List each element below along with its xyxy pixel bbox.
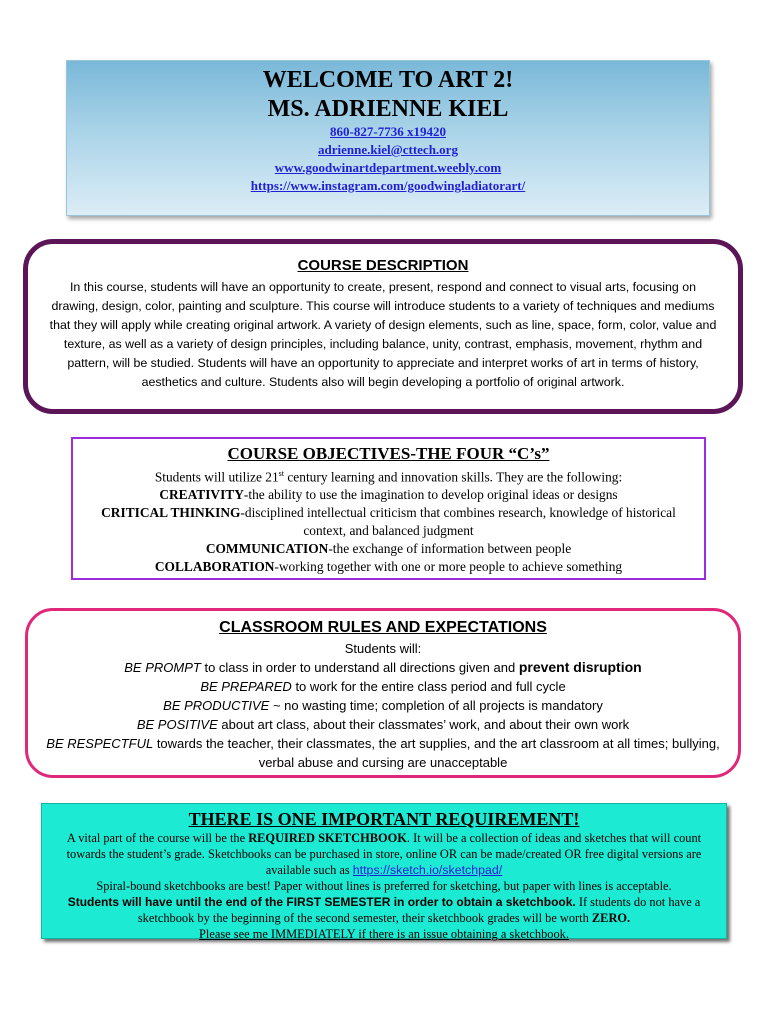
rule-prepared: BE PREPARED to work for the entire class period and full cycle (200, 679, 566, 694)
rule-productive: BE PRODUCTIVE ~ no wasting time; completion of all projects is mandatory (163, 698, 603, 713)
sketchpad-link[interactable]: https://sketch.io/sketchpad/ (352, 863, 503, 877)
welcome-title: WELCOME TO ART 2! (262, 67, 514, 93)
sketchbook-requirement-box (41, 803, 727, 939)
course-description-text: In this course, students will have an opportunity to create, present, respond and connect to visual arts, focusing on drawing, design, color, painting and sculpture. This course will introduce students to a variety of techniques and mediums that they will apply while creating original artwork. A variety of design elements, such as line, space, form, color, value and texture, as well as a variety of design principles, including balance, unity, contrast, emphasis, movement, rhythm and pattern, will be studied. Students will have an opportunity to appreciate and interpret works of art in terms of history, aesthetics and culture. Students also will begin developing a portfolio of original artwork. (49, 280, 717, 389)
course-description-title: COURSE DESCRIPTION (297, 257, 469, 274)
objective-creativity: CREATIVITY-the ability to use the imagination to develop original ideas or designs (159, 487, 618, 503)
instagram-link[interactable]: https://www.instagram.com/goodwingladiatorart/ (250, 178, 526, 193)
website-link[interactable]: www.goodwinartdepartment.weebly.com (274, 160, 502, 175)
requirement-paragraph-2: Spiral-bound sketchbooks are best! Paper without lines is preferred for sketching, but paper with lines is acceptable. (96, 879, 672, 893)
rule-positive: BE POSITIVE about art class, about their classmates’ work, and about their own work (136, 717, 630, 732)
objectives-intro: Students will utilize 21st century learning and innovation skills. They are the following: (154, 469, 623, 485)
classroom-rules-box (25, 608, 741, 778)
requirement-paragraph-1: A vital part of the course will be the REQUIRED SKETCHBOOK. It will be a collection of ideas and sketches that will count towards the student’s grade. Sketchbooks can be purchased in store, online OR can be made/created OR free digital versions are available such as https://sketch.io/sketchpad/ (66, 831, 702, 877)
course-objectives-title: COURSE OBJECTIVES-THE FOUR “C’s” (227, 444, 550, 463)
course-description-box (23, 239, 743, 414)
objective-collaboration: COLLABORATION-working together with one or more people to achieve something (154, 559, 623, 575)
requirement-paragraph-3: Students will have until the end of the FIRST SEMESTER in order to obtain a sketchbook. If students do not have a sketchbook by the beginning of the second semester, their sketchbook grades will be worth ZERO. (67, 895, 701, 925)
header-banner (66, 60, 710, 216)
course-objectives-box (71, 437, 706, 580)
phone-link[interactable]: 860-827-7736 x19420 (330, 124, 446, 139)
email-link[interactable]: adrienne.kiel@cttech.org (318, 142, 458, 157)
rule-prompt: BE PROMPT to class in order to understand all directions given and prevent disruption (124, 659, 642, 675)
objective-critical-thinking: CRITICAL THINKING-disciplined intellectual criticism that combines research, knowledge of historical context, and balanced judgment (101, 505, 676, 539)
objective-communication: COMMUNICATION-the exchange of information between people (205, 541, 572, 557)
requirement-paragraph-4: Please see me IMMEDIATELY if there is an issue obtaining a sketchbook. (199, 927, 569, 941)
requirement-title: THERE IS ONE IMPORTANT REQUIREMENT! (188, 809, 580, 829)
classroom-rules-title: CLASSROOM RULES AND EXPECTATIONS (219, 619, 547, 636)
rule-respectful: BE RESPECTFUL towards the teacher, their classmates, the art supplies, and the art classroom at all times; bullying, verbal abuse and cursing are unacceptable (46, 736, 720, 770)
rules-intro: Students will: (344, 641, 422, 656)
teacher-name: MS. ADRIENNE KIEL (267, 96, 509, 122)
